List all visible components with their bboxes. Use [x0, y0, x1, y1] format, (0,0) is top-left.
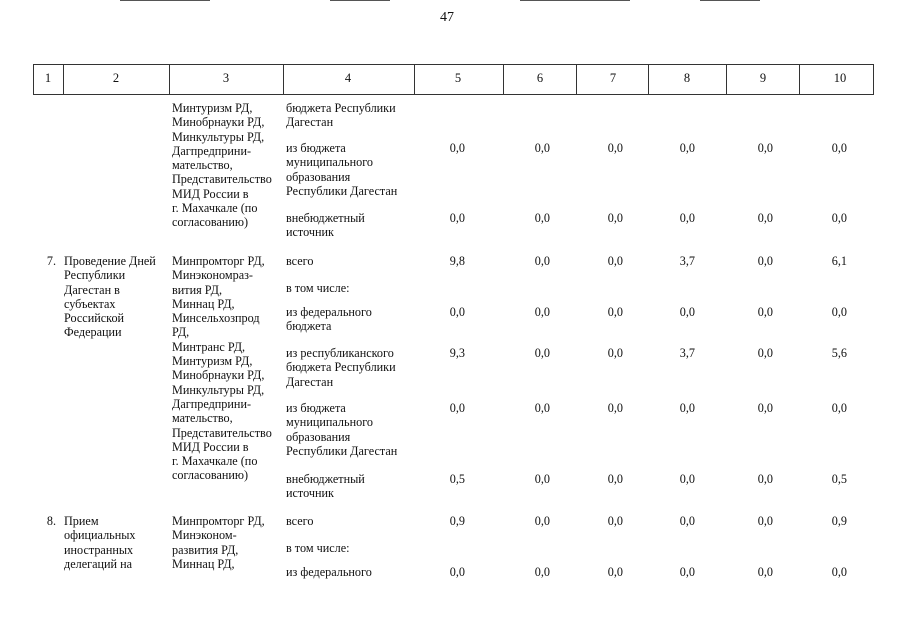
row-label: бюджета Республики Дагестан: [286, 101, 396, 130]
value-cell: 0,0: [534, 565, 550, 579]
row-label: внебюджетный источник: [286, 211, 365, 240]
value-cell: 0,0: [757, 514, 773, 528]
value-cell: 0,0: [831, 305, 847, 319]
header-cell: 1: [44, 71, 52, 85]
value-cell: 3,7: [679, 346, 695, 360]
value-cell: 3,7: [679, 254, 695, 268]
header-cell: 9: [759, 71, 767, 85]
header-cell: 7: [609, 71, 617, 85]
row-label: всего: [286, 514, 314, 528]
row-label: внебюджетный источник: [286, 472, 365, 501]
value-cell: 6,1: [831, 254, 847, 268]
value-cell: 0,0: [534, 305, 550, 319]
item-number: 8.: [46, 514, 56, 528]
value-cell: 9,3: [449, 346, 465, 360]
value-cell: 0,0: [607, 401, 623, 415]
value-cell: 0,0: [607, 565, 623, 579]
value-cell: 0,0: [757, 565, 773, 579]
value-cell: 0,0: [757, 141, 773, 155]
row-label: из бюджета муниципального образования Республики Дагестан: [286, 141, 398, 198]
value-cell: 0,0: [607, 346, 623, 360]
value-cell: 0,0: [831, 141, 847, 155]
row-label: из федерального бюджета: [286, 305, 372, 334]
item-number: 7.: [46, 254, 56, 268]
value-cell: 0,0: [449, 211, 465, 225]
row-label: в том числе:: [286, 281, 350, 295]
value-cell: 0,0: [679, 305, 695, 319]
executors-text: Минпромторг РД, Минэконом- развития РД, Миннац РД,: [172, 514, 265, 571]
value-cell: 0,0: [679, 211, 695, 225]
value-cell: 0,0: [534, 401, 550, 415]
value-cell: 0,0: [679, 514, 695, 528]
scan-mark: [120, 0, 210, 1]
value-cell: 0,0: [534, 254, 550, 268]
header-cell: 5: [454, 71, 462, 85]
value-cell: 0,0: [679, 141, 695, 155]
value-cell: 0,5: [831, 472, 847, 486]
value-cell: 0,0: [607, 141, 623, 155]
header-cell: 6: [536, 71, 544, 85]
executors-text: Минтуризм РД, Минобрнауки РД, Минкультуры РД, Дагпредприни- мательство, Представительство МИД России в г. Махачкале (по согласованию): [172, 101, 272, 230]
value-cell: 0,0: [534, 472, 550, 486]
row-label: из республиканского бюджета Республики Дагестан: [286, 346, 396, 389]
value-cell: 0,9: [831, 514, 847, 528]
header-cell: 2: [112, 71, 120, 85]
value-cell: 0,0: [757, 254, 773, 268]
row-label: из бюджета муниципального образования Республики Дагестан: [286, 401, 398, 458]
value-cell: 0,0: [757, 305, 773, 319]
value-cell: 0,0: [534, 346, 550, 360]
value-cell: 0,0: [607, 254, 623, 268]
value-cell: 0,0: [757, 211, 773, 225]
item-name: Проведение Дней Республики Дагестан в субъектах Российской Федерации: [64, 254, 156, 340]
item-name: Прием официальных иностранных делегаций на: [64, 514, 136, 571]
value-cell: 0,0: [757, 472, 773, 486]
header-cell: 3: [222, 71, 230, 85]
value-cell: 0,0: [607, 211, 623, 225]
value-cell: 9,8: [449, 254, 465, 268]
value-cell: 0,0: [679, 565, 695, 579]
scan-mark: [330, 0, 390, 1]
value-cell: 0,0: [534, 141, 550, 155]
value-cell: 0,0: [534, 211, 550, 225]
value-cell: 0,5: [449, 472, 465, 486]
header-cell: 8: [683, 71, 691, 85]
row-label: всего: [286, 254, 314, 268]
value-cell: 0,0: [757, 401, 773, 415]
header-cell: 10: [833, 71, 847, 85]
value-cell: 0,0: [534, 514, 550, 528]
value-cell: 0,0: [607, 305, 623, 319]
row-label: в том числе:: [286, 541, 350, 555]
value-cell: 0,0: [757, 346, 773, 360]
value-cell: 0,0: [449, 401, 465, 415]
value-cell: 0,0: [831, 401, 847, 415]
value-cell: 0,0: [831, 565, 847, 579]
value-cell: 0,9: [449, 514, 465, 528]
header-cell: 4: [344, 71, 352, 85]
value-cell: 0,0: [449, 565, 465, 579]
value-cell: 0,0: [449, 141, 465, 155]
value-cell: 0,0: [607, 514, 623, 528]
value-cell: 0,0: [449, 305, 465, 319]
scan-mark: [520, 0, 630, 1]
value-cell: 0,0: [831, 211, 847, 225]
value-cell: 0,0: [679, 472, 695, 486]
page-number: 47: [440, 10, 454, 25]
executors-text: Минпромторг РД, Минэкономраз- вития РД, Миннац РД, Минсельхозпрод РД, Минтранс РД, Минтуризм РД, Минобрнауки РД, Минкультуры РД, Дагпредприни- мательство, Представительство МИД России в г. Махачкале (по согласованию): [172, 254, 272, 483]
value-cell: 0,0: [607, 472, 623, 486]
row-label: из федерального: [286, 565, 372, 579]
value-cell: 5,6: [831, 346, 847, 360]
value-cell: 0,0: [679, 401, 695, 415]
scan-mark: [700, 0, 760, 1]
